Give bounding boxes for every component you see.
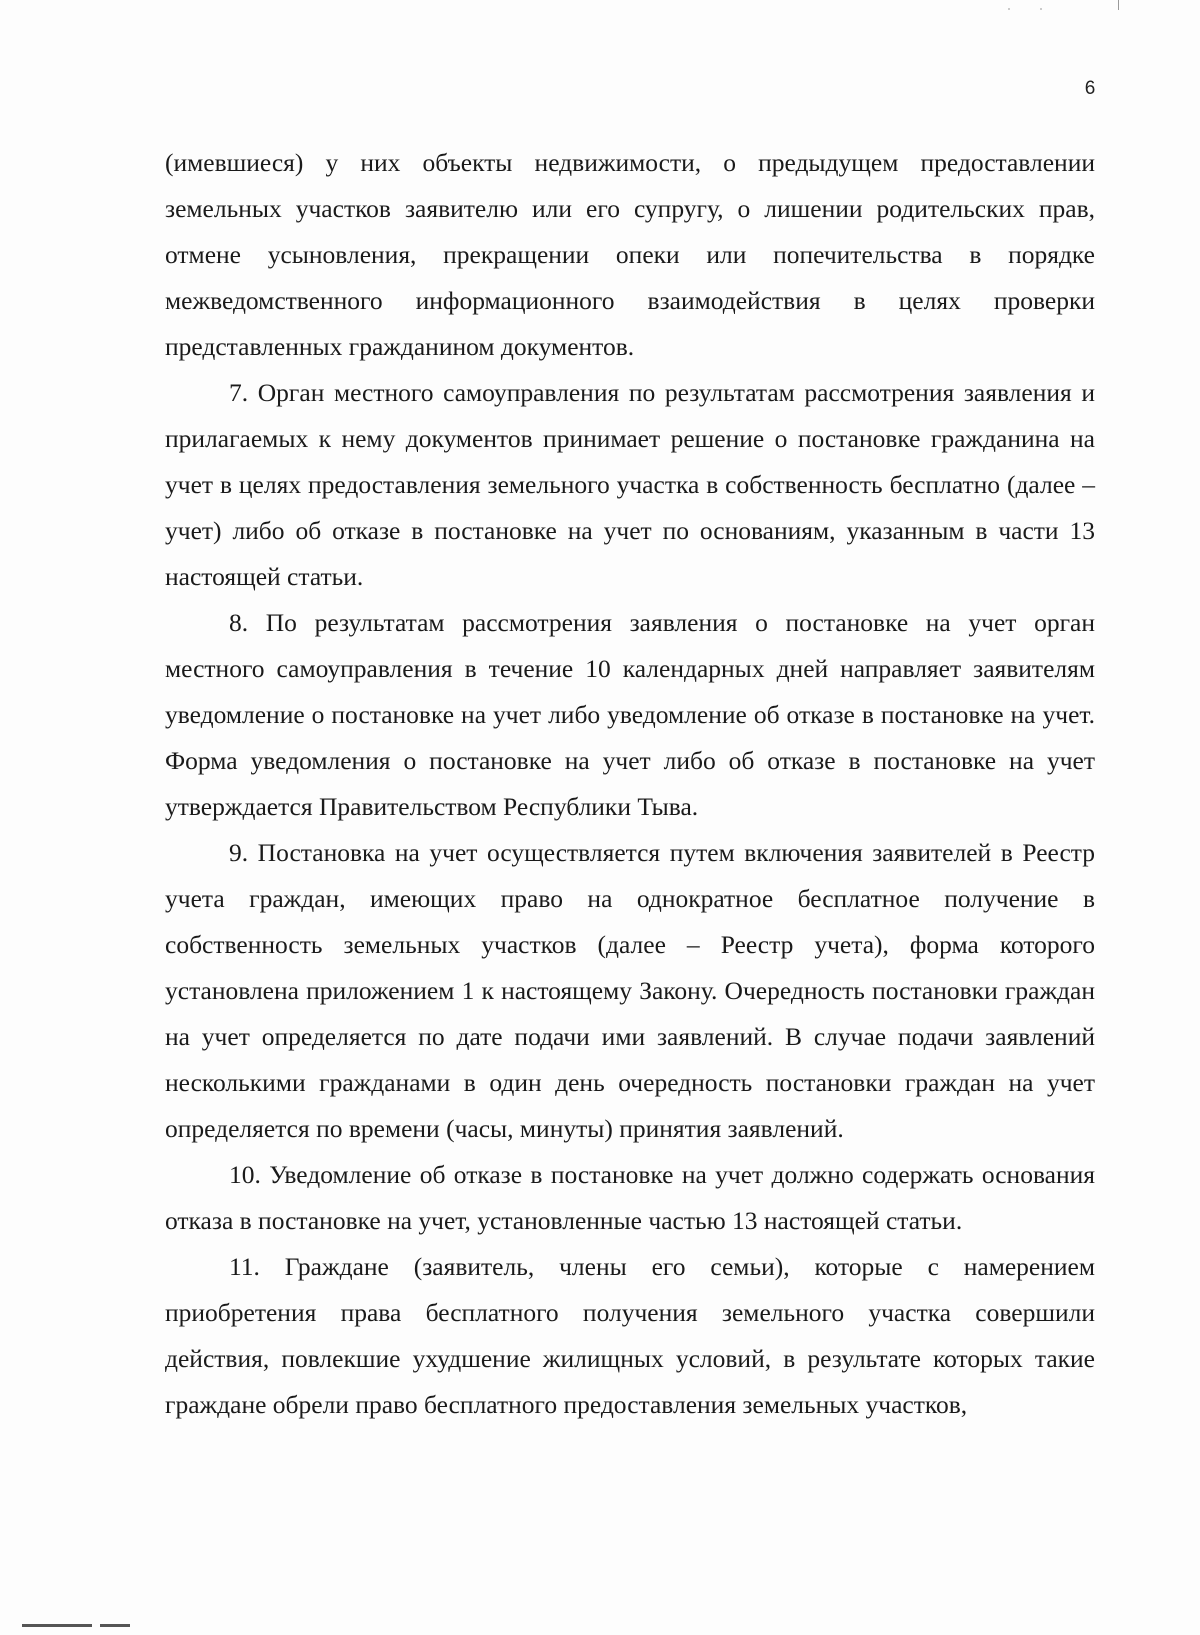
paragraph-item-7: 7. Орган местного самоуправления по результатам рассмотрения заявления и прилагаемых к нему документов принимает решение о постановке гражданина на учет в целях предоставления земельного участка в собственность бесплатно (далее – учет) либо об отказе в постановке на учет по основаниям, указанным в части 13 настоящей статьи. bbox=[165, 378, 1095, 591]
paragraph-item-11: 11. Граждане (заявитель, члены его семьи), которые с намерением приобретения права бесплатного получения земельного участка совершили действия, повлекшие ухудшение жилищных условий, в результате которых такие граждане обрели право бесплатного предоставления земельных участков, bbox=[165, 1252, 1095, 1419]
scan-artifact-dot bbox=[1040, 8, 1042, 10]
scan-artifact-top bbox=[1118, 0, 1119, 10]
paragraph-item-8: 8. По результатам рассмотрения заявления о постановке на учет орган местного самоуправления в течение 10 календарных дней направляет заявителям уведомление о постановке на учет либо уведомление об отказе в постановке на учет. Форма уведомления о постановке на учет либо об отказе в постановке на учет утверждается Правительством Республики Тыва. bbox=[165, 608, 1095, 821]
paragraph-continuation: (имевшиеся) у них объекты недвижимости, о предыдущем предоставлении земельных участков заявителю или его супругу, о лишении родительских прав, отмене усыновления, прекращении опеки или попечительства в порядке межведомственного информационного взаимодействия в целях проверки представленных гражданином документов. bbox=[165, 148, 1095, 361]
scan-artifact-bottom bbox=[100, 1624, 130, 1627]
scan-artifact-dot bbox=[1008, 8, 1010, 10]
document-body bbox=[165, 140, 1095, 1428]
scan-artifact-bottom bbox=[22, 1624, 92, 1627]
paragraph-item-9: 9. Постановка на учет осуществляется путем включения заявителей в Реестр учета граждан, имеющих право на однократное бесплатное получение в собственность земельных участков (далее – Реестр учета), форма которого установлена приложением 1 к настоящему Закону. Очередность постановки граждан на учет определяется по дате подачи ими заявлений. В случае подачи заявлений несколькими гражданами в один день очередность постановки граждан на учет определяется по времени (часы, минуты) принятия заявлений. bbox=[165, 838, 1095, 1143]
paragraph-item-10: 10. Уведомление об отказе в постановке на учет должно содержать основания отказа в постановке на учет, установленные частью 13 настоящей статьи. bbox=[165, 1160, 1095, 1235]
page-number: 6 bbox=[1084, 78, 1096, 99]
